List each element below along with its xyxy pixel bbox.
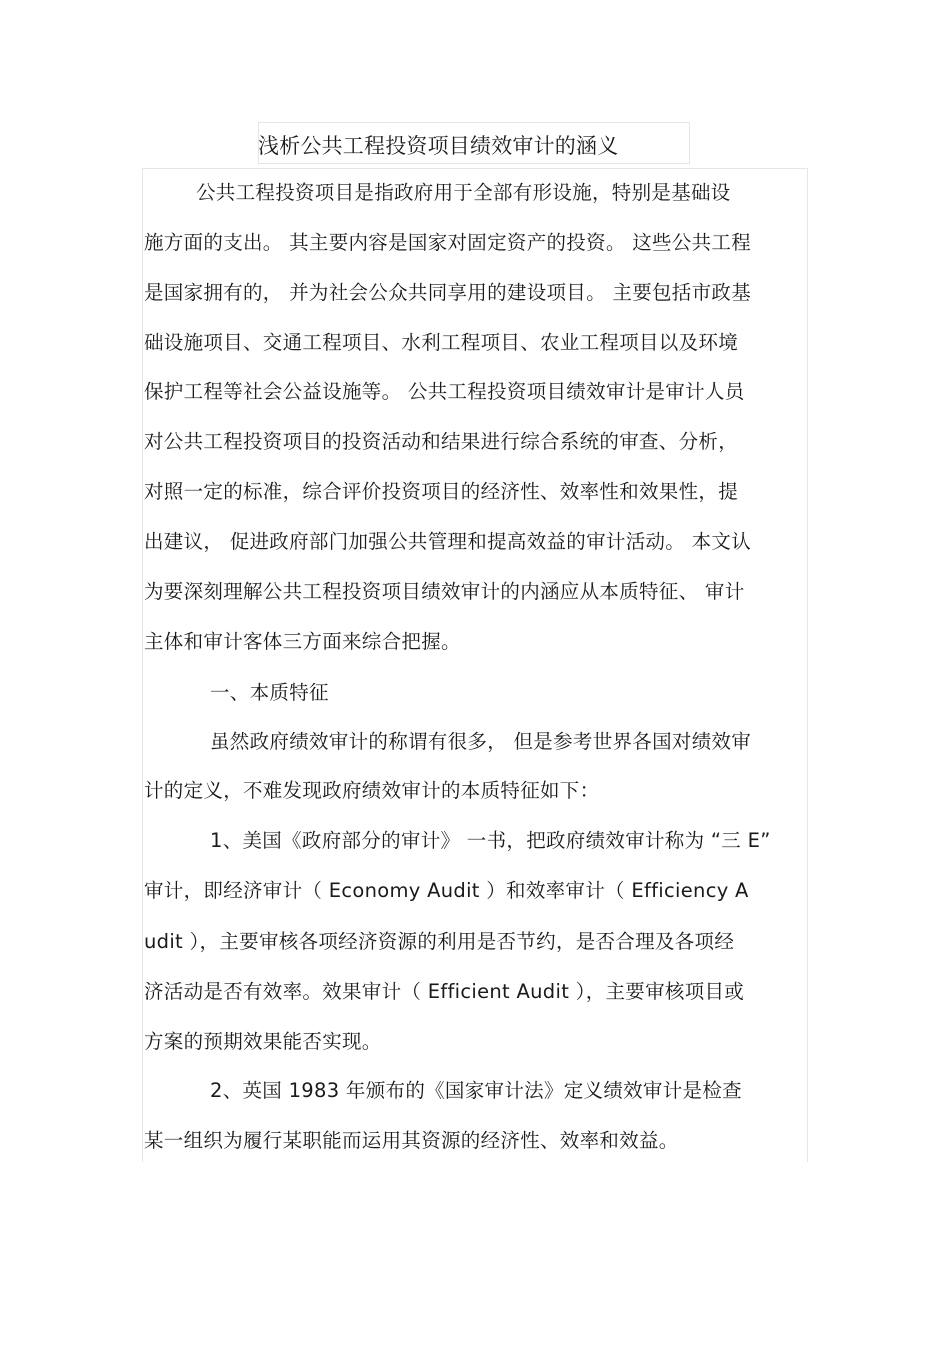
paragraph-line: 计的定义，不难发现政府绩效审计的本质特征如下： [144,779,600,802]
paragraph-line: 对公共工程投资项目的投资活动和结果进行综合系统的审查、分析， [144,430,739,453]
paragraph-line: 方案的预期效果能否实现。 [144,1030,382,1053]
paragraph-line: 2、英国 1983 年颁布的《国家审计法》定义绩效审计是检查 [210,1079,742,1102]
text-frame [142,168,808,1162]
paragraph-line: 济活动是否有效率。效果审计（ Efficient Audit ），主要审核项目或 [144,980,745,1003]
paragraph-line: 审计，即经济审计（ Economy Audit ）和效率审计（ Efficiency A [144,879,749,902]
paragraph-line: udit ），主要审核各项经济资源的利用是否节约，是否合理及各项经 [144,930,735,953]
paragraph-line: 虽然政府绩效审计的称谓有很多， 但是参考世界各国对绩效审 [210,730,752,753]
paragraph-line: 某一组织为履行某职能而运用其资源的经济性、效率和效益。 [144,1129,679,1152]
paragraph-line: 出建议， 促进政府部门加强公共管理和提高效益的审计活动。 本文认 [144,530,751,553]
paragraph-line: 为要深刻理解公共工程投资项目绩效审计的内涵应从本质特征、 审计 [144,580,745,603]
paragraph-line: 公共工程投资项目是指政府用于全部有形设施，特别是基础设 [196,181,731,204]
paragraph-line: 施方面的支出。 其主要内容是国家对固定资产的投资。 这些公共工程 [144,231,751,254]
section-heading: 一、本质特征 [210,681,329,704]
paragraph-line: 是国家拥有的， 并为社会公众共同享用的建设项目。 主要包括市政基 [144,281,751,304]
paragraph-line: 主体和审计客体三方面来综合把握。 [144,630,461,653]
paragraph-line: 保护工程等社会公益设施等。 公共工程投资项目绩效审计是审计人员 [144,380,745,403]
paragraph-line: 1、美国《政府部分的审计》 一书，把政府绩效审计称为 “三 E” [210,829,771,852]
paragraph-line: 对照一定的标准，综合评价投资项目的经济性、效率性和效果性，提 [144,480,739,503]
paragraph-line: 础设施项目、交通工程项目、水利工程项目、农业工程项目以及环境 [144,331,739,354]
document-title: 浅析公共工程投资项目绩效审计的涵义 [258,134,619,158]
